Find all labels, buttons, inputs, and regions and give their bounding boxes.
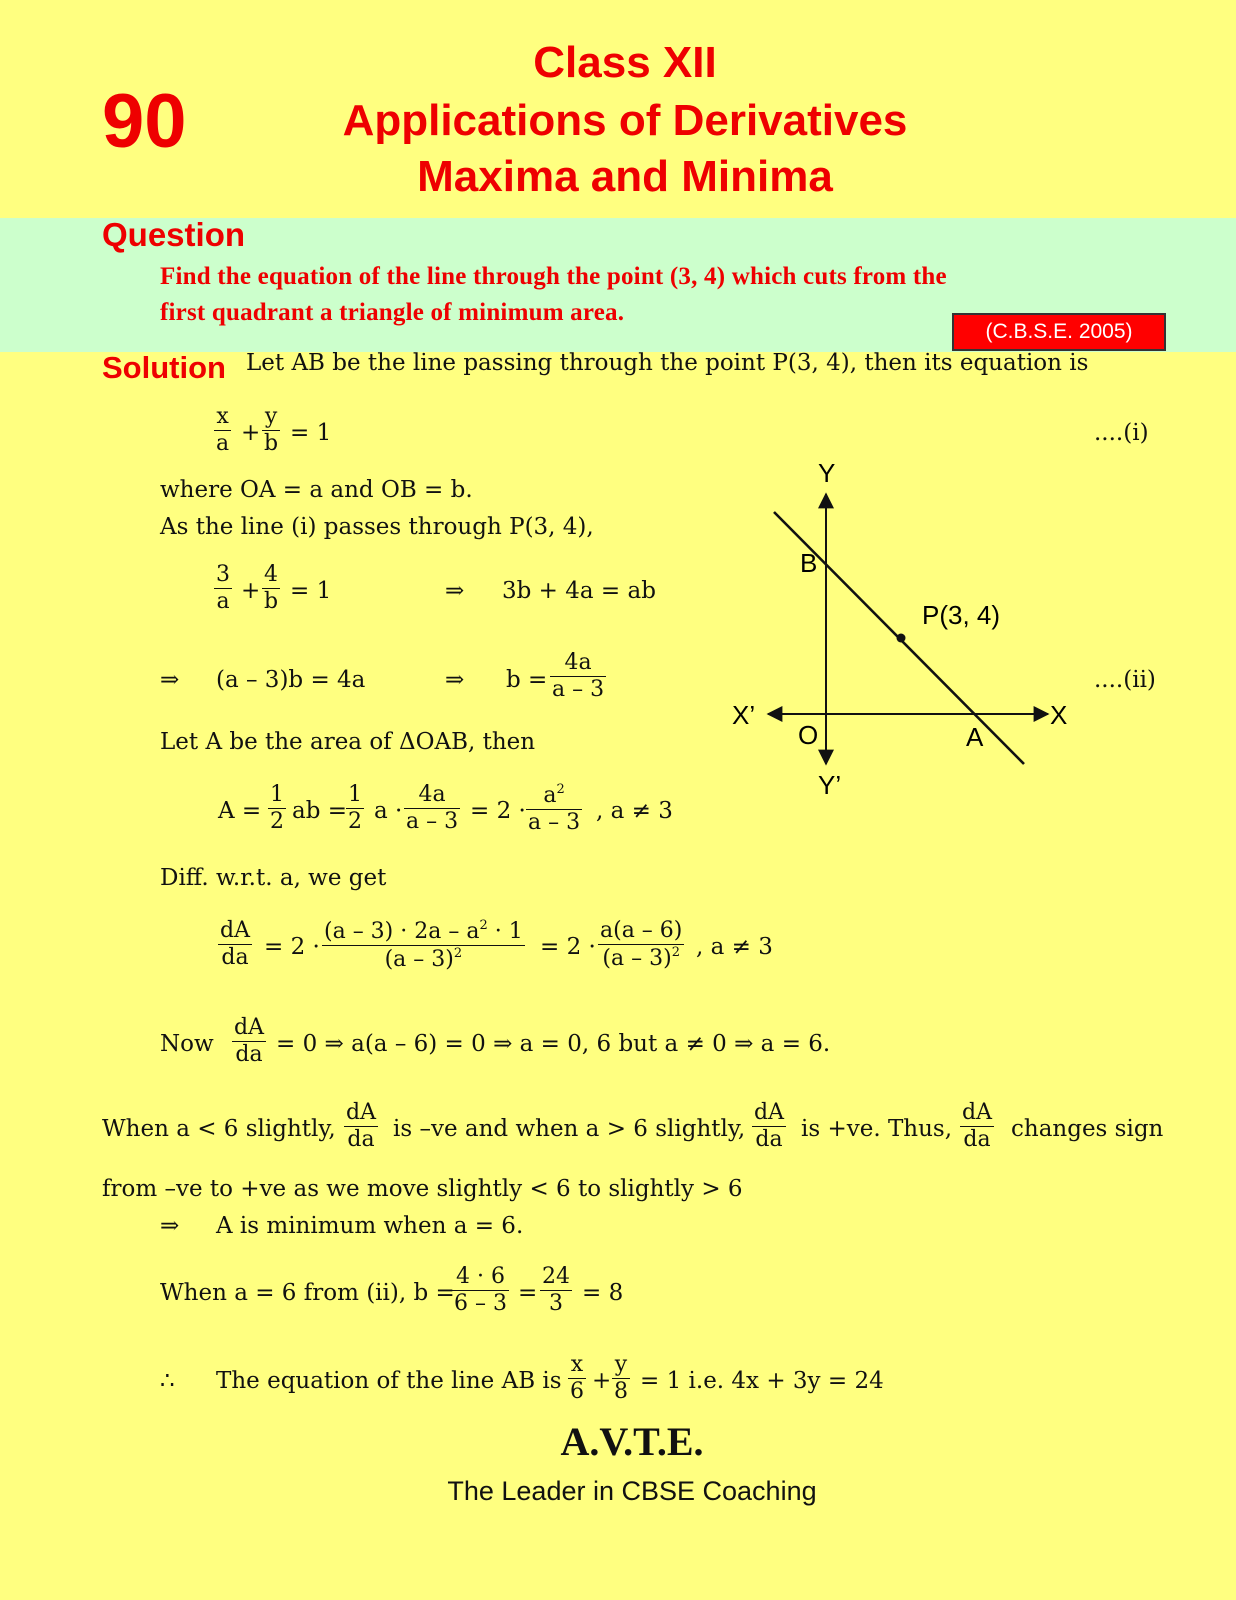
numerator: dA	[344, 1100, 378, 1127]
numerator	[322, 918, 525, 946]
now-label: Now	[160, 1031, 214, 1057]
denominator: 3	[549, 1291, 563, 1317]
source-badge: (C.B.S.E. 2005)	[952, 313, 1166, 351]
denominator: da	[221, 945, 249, 971]
area-equals: A =	[218, 798, 262, 824]
now-rest: = 0 ⇒ a(a – 6) = 0 ⇒ a = 0, 6 but a ≠ 0 ⇒ a = 6.	[276, 1031, 831, 1057]
numerator-tail: · 1	[487, 919, 523, 944]
denominator: da	[755, 1127, 783, 1153]
exponent: 2	[453, 946, 463, 962]
solution-heading: Solution	[102, 350, 226, 385]
fraction-3-over-a	[214, 562, 232, 616]
question-text-line-1: Find the equation of the line through the point (3, 4) which cuts from the	[160, 263, 947, 290]
implies-arrow: ⇒	[160, 1213, 180, 1239]
area-intro: Let A be the area of ΔOAB, then	[160, 729, 536, 755]
denominator	[322, 946, 525, 973]
numerator: dA	[752, 1100, 786, 1127]
denominator: da	[347, 1127, 375, 1153]
fraction-derivative-quotient	[322, 918, 525, 974]
final-lead: The equation of the line AB is	[216, 1368, 562, 1394]
origin-label: O	[798, 720, 819, 750]
numerator: dA	[232, 1015, 266, 1042]
topic-title: Maxima and Minima	[417, 152, 833, 201]
fraction-dA-over-da	[752, 1100, 786, 1154]
fraction-a-a-minus-6	[598, 918, 684, 973]
where-text: where OA = a and OB = b.	[160, 477, 473, 503]
denominator-base: (a – 3)	[384, 947, 454, 973]
implies-arrow: ⇒	[445, 578, 465, 604]
exponent: 2	[671, 945, 680, 961]
coordinate-diagram	[730, 460, 1070, 800]
denominator: 2	[270, 809, 284, 835]
denominator	[598, 945, 684, 972]
fraction-4a-over-a-minus-3	[550, 650, 606, 704]
point-b-label: B	[800, 548, 818, 578]
y-axis-label: Y	[818, 460, 836, 488]
minimum-text: A is minimum when a = 6.	[216, 1213, 524, 1239]
diff-text: Diff. w.r.t. a, we get	[160, 865, 387, 891]
x-axis-label: X	[1050, 700, 1068, 730]
exponent: 2	[556, 782, 565, 797]
fraction-4a-over-a-minus-3	[404, 782, 460, 836]
b-value-lead: When a = 6 from (ii), b =	[160, 1280, 455, 1306]
denominator: b	[264, 589, 279, 615]
numerator: 4	[262, 562, 280, 589]
fraction-x-over-6	[568, 1352, 586, 1406]
fraction-half	[268, 782, 286, 836]
numerator: 4a	[550, 650, 606, 677]
point-a-label: A	[966, 722, 984, 752]
fraction-y-over-b	[262, 404, 280, 458]
numerator-base: (a – 3) · 2a – a	[324, 919, 480, 944]
numerator-base: a	[543, 783, 557, 808]
numerator: 4a	[404, 782, 460, 809]
when-part-4: changes sign	[1011, 1116, 1164, 1142]
numerator: a(a – 6)	[598, 918, 684, 945]
question-text-line-2: first quadrant a triangle of minimum area.	[160, 299, 625, 326]
point-p	[897, 634, 906, 643]
when-part-3: is +ve. Thus,	[801, 1116, 953, 1142]
denominator: da	[963, 1127, 991, 1153]
plus-sign: +	[241, 420, 261, 446]
condition-a-not-3: , a ≠ 3	[696, 934, 773, 960]
denominator: 2	[348, 809, 362, 835]
denominator-base: (a – 3)	[602, 946, 672, 972]
fraction-y-over-8	[612, 1352, 630, 1406]
equation-tag-ii: ....(ii)	[1094, 667, 1156, 693]
brand-tagline: The Leader in CBSE Coaching	[447, 1476, 817, 1506]
numerator: y	[262, 404, 280, 431]
denominator: a	[216, 589, 230, 615]
denominator: 6	[570, 1379, 584, 1405]
brand-name: A.V.T.E.	[560, 1419, 704, 1464]
fraction-a-squared-over-a-minus-3	[526, 782, 582, 837]
final-tail: = 1 i.e. 4x + 3y = 24	[640, 1368, 884, 1394]
fraction-dA-over-da	[960, 1100, 994, 1154]
question-heading: Question	[102, 216, 246, 253]
y-neg-axis-label: Y’	[818, 770, 842, 800]
chapter-title: Applications of Derivatives	[342, 96, 908, 145]
equals-one: = 1	[290, 420, 332, 446]
ab-equals: ab =	[292, 798, 348, 824]
denominator: a	[216, 431, 230, 457]
equals-two-dot: = 2 ·	[470, 798, 526, 824]
numerator: 1	[268, 782, 286, 809]
solution-intro: Let AB be the line passing through the point P(3, 4), then its equation is	[246, 350, 1089, 376]
equation-2-result: 3b + 4a = ab	[502, 578, 656, 604]
denominator: a – 3	[552, 677, 605, 703]
point-p-label: P(3, 4)	[922, 600, 1001, 630]
page-number: 90	[102, 79, 187, 164]
b-equals: b =	[506, 667, 548, 693]
equals-two-dot: = 2 ·	[540, 934, 596, 960]
plus-sign: +	[592, 1368, 612, 1394]
passes-text: As the line (i) passes through P(3, 4),	[160, 514, 594, 540]
numerator: 3	[214, 562, 232, 589]
implies-arrow: ⇒	[445, 667, 465, 693]
fraction-x-over-a	[214, 404, 231, 458]
exponent: 2	[479, 918, 488, 933]
equation-tag-i: ....(i)	[1094, 420, 1149, 446]
denominator: a – 3	[528, 810, 581, 836]
fraction-dA-over-da	[232, 1015, 266, 1069]
therefore-symbol: ∴	[160, 1368, 175, 1394]
numerator: dA	[218, 918, 252, 945]
fraction-dA-over-da	[344, 1100, 378, 1154]
denominator: da	[235, 1042, 263, 1068]
numerator: dA	[960, 1100, 994, 1127]
numerator: 1	[346, 782, 364, 809]
condition-a-not-3: , a ≠ 3	[596, 798, 673, 824]
equals-sign: =	[518, 1280, 538, 1306]
fraction-4x6-over-6-minus-3	[452, 1264, 509, 1318]
x-neg-axis-label: X’	[732, 700, 756, 730]
numerator: x	[214, 404, 231, 431]
denominator: b	[264, 431, 279, 457]
denominator: 6 – 3	[454, 1291, 507, 1317]
equation-3-lhs: (a – 3)b = 4a	[216, 667, 366, 693]
fraction-dA-over-da	[218, 918, 252, 972]
a-dot: a ·	[374, 798, 403, 824]
from-text: from –ve to +ve as we move slightly < 6 to slightly > 6	[102, 1176, 743, 1202]
fraction-half	[346, 782, 364, 836]
numerator: 24	[540, 1264, 572, 1291]
class-title: Class XII	[533, 38, 717, 87]
b-result: = 8	[582, 1280, 624, 1306]
numerator: y	[612, 1352, 630, 1379]
equals-one: = 1	[290, 578, 332, 604]
numerator: 4 · 6	[452, 1264, 509, 1291]
equals-two-dot: = 2 ·	[264, 934, 320, 960]
implies-arrow: ⇒	[160, 667, 180, 693]
numerator	[526, 782, 582, 810]
numerator: x	[568, 1352, 586, 1379]
denominator: 8	[614, 1379, 628, 1405]
fraction-24-over-3	[540, 1264, 572, 1318]
when-part-2: is –ve and when a > 6 slightly,	[393, 1116, 746, 1142]
fraction-4-over-b	[262, 562, 280, 616]
plus-sign: +	[241, 578, 261, 604]
when-part-1: When a < 6 slightly,	[102, 1116, 336, 1142]
denominator: a – 3	[406, 809, 459, 835]
